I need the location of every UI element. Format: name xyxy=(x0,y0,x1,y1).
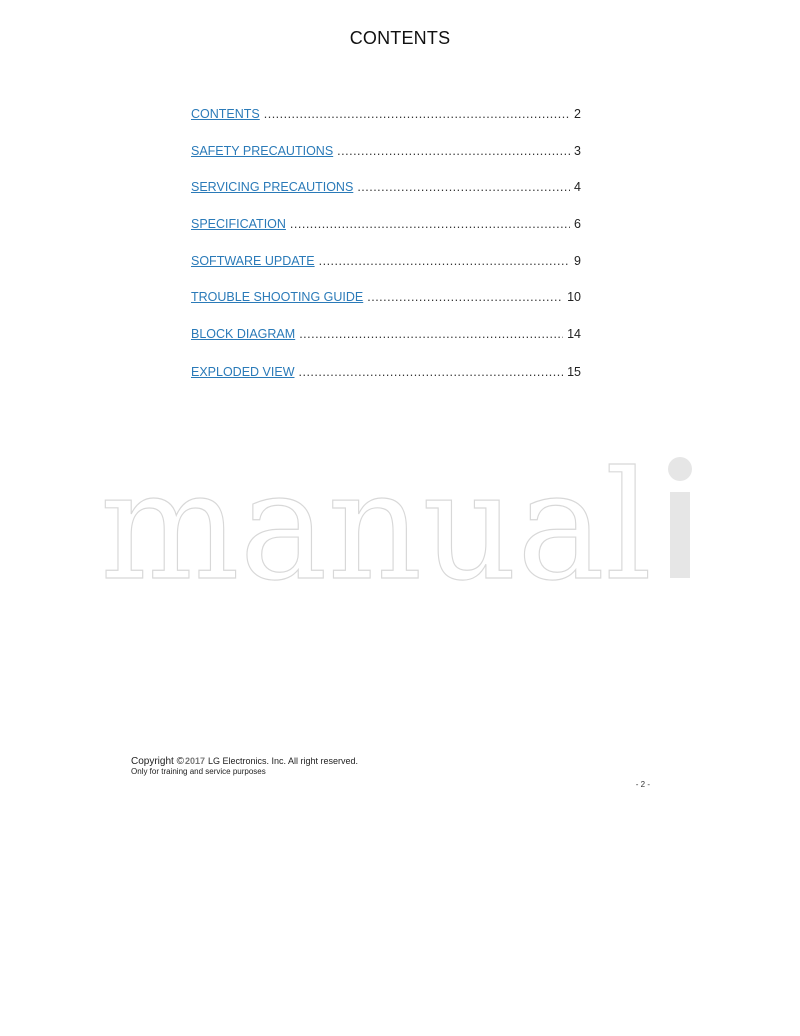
toc-page-number: 10 xyxy=(567,290,581,304)
toc-leader xyxy=(264,104,570,124)
toc-page-number: 2 xyxy=(574,107,581,121)
toc-leader xyxy=(367,287,563,307)
toc-link-trouble-shooting-guide[interactable]: TROUBLE SHOOTING GUIDE xyxy=(191,290,364,304)
toc-page-number: 4 xyxy=(574,180,581,194)
page-number: - 2 - xyxy=(635,780,650,789)
toc-leader xyxy=(299,362,564,382)
toc-page-number: 6 xyxy=(574,217,581,231)
toc-page-number: 15 xyxy=(567,365,581,379)
svg-text:manual: manual xyxy=(100,440,652,600)
toc-link-exploded-view[interactable]: EXPLODED VIEW xyxy=(191,365,295,379)
toc-entry xyxy=(191,362,581,382)
toc-link-safety-precautions[interactable]: SAFETY PRECAUTIONS xyxy=(191,144,334,158)
toc-entry xyxy=(191,214,581,234)
page-title: CONTENTS xyxy=(349,28,451,48)
toc-link-specification[interactable]: SPECIFICATION xyxy=(191,217,286,231)
footer-copyright xyxy=(131,756,358,767)
toc-link-contents[interactable]: CONTENTS xyxy=(191,107,260,121)
copyright-prefix: Copyright © xyxy=(131,756,184,767)
toc-leader xyxy=(290,214,570,234)
toc-entry xyxy=(191,177,581,197)
footer-note: Only for training and service purposes xyxy=(131,767,266,776)
copyright-company: LG Electronics. Inc. All right reserved. xyxy=(207,756,359,766)
toc-page-number: 9 xyxy=(574,254,581,268)
toc-link-block-diagram[interactable]: BLOCK DIAGRAM xyxy=(191,327,296,341)
toc-entry xyxy=(191,287,581,307)
manuali-watermark xyxy=(96,440,716,600)
watermark-i-dot xyxy=(668,457,692,481)
toc-page-number: 3 xyxy=(574,144,581,158)
toc-leader xyxy=(299,324,563,344)
toc-page-number: 14 xyxy=(567,327,581,341)
toc-leader xyxy=(319,251,570,271)
toc-leader xyxy=(337,141,570,161)
copyright-year: 2017 xyxy=(184,756,205,766)
toc-leader xyxy=(357,177,570,197)
toc-entry xyxy=(191,104,581,124)
toc-entry xyxy=(191,324,581,344)
watermark-i-stem xyxy=(670,492,690,578)
toc-link-software-update[interactable]: SOFTWARE UPDATE xyxy=(191,254,315,268)
toc-entry xyxy=(191,141,581,161)
toc-entry xyxy=(191,251,581,271)
toc-link-servicing-precautions[interactable]: SERVICING PRECAUTIONS xyxy=(191,180,354,194)
